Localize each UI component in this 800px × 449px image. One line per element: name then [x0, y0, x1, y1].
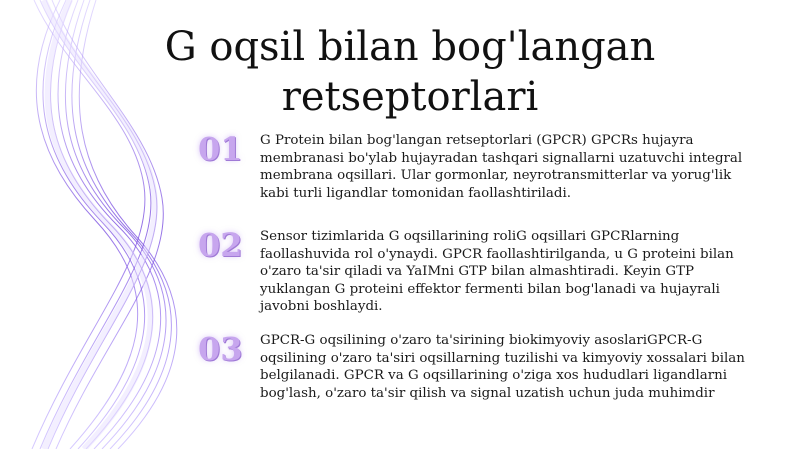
- item-text: G Protein bilan bog'langan retseptorlari (GPCR) GPCRs hujayra membranasi bo'ylab hujayradan tashqari signallarni uzatuvchi integral membrana oqsillari. Ular gormonlar, neyrotransmitterlar va yorug'lik kabi turli ligandlar tomonidan faollashtiriladi.: [260, 133, 743, 201]
- item-number: 01: [198, 130, 243, 168]
- item-number: 03: [198, 330, 243, 368]
- item-text: GPCR-G oqsilining o'zaro ta'sirining biokimyoviy asoslariGPCR-G oqsilining o'zaro ta'siri oqsillarning tuzilishi va kimyoviy xossalari bilan belgilanadi. GPCR va G oqsillarining o'ziga xos hududlari ligandlarni bog'lash, o'zaro ta'sir qilish va signal uzatish uchun juda muhimdir: [260, 333, 745, 401]
- page-title: G oqsil bilan bog'langan retseptorlari: [164, 24, 656, 120]
- item-text: Sensor tizimlarida G oqsillarining roliG oqsillari GPCRlarning faollashuvida rol o'ynaydi. GPCR faollashtirilganda, u G proteini bilan o'zaro ta'sir qiladi va YaIMni GTP bilan almashtiradi. Keyin GTP yuklangan G proteini effektor fermenti bilan bog'lanadi va hujayrali javobni boshlaydi.: [260, 229, 734, 315]
- item-number: 02: [198, 226, 243, 264]
